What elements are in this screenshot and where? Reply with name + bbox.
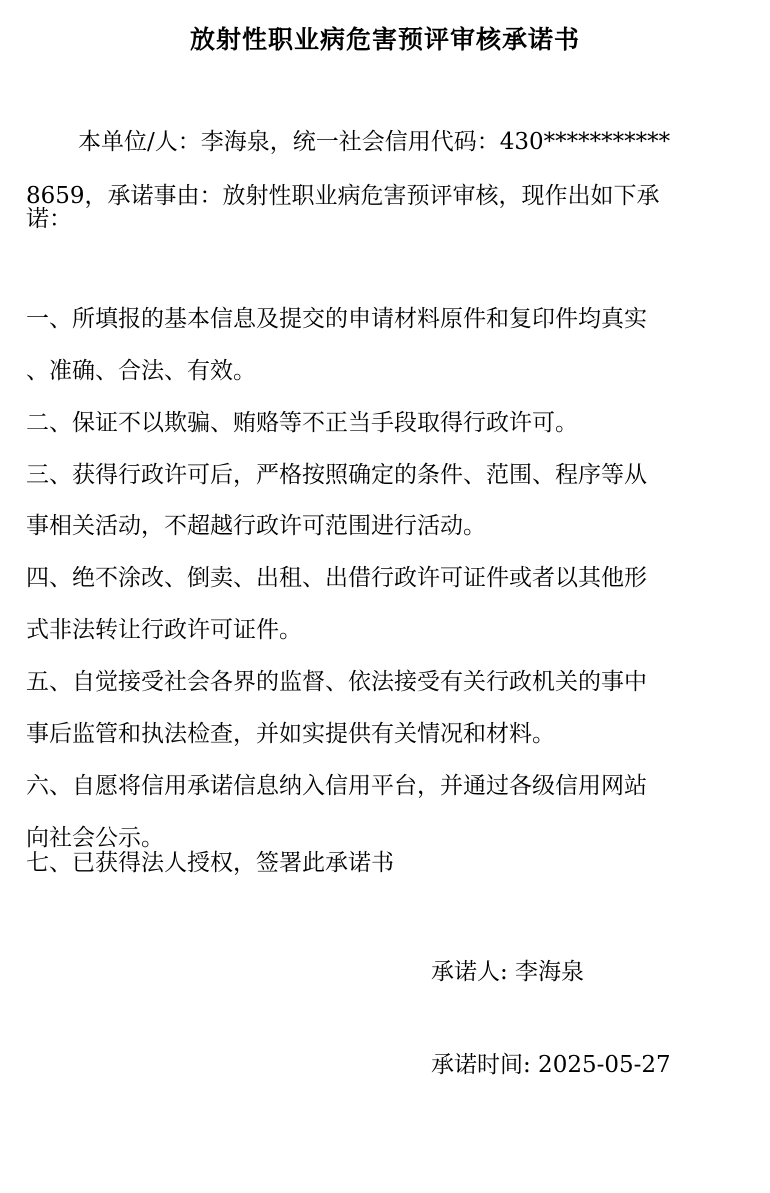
commitment-3-line-1: 三、获得行政许可后，严格按照确定的条件、范围、程序等从 xyxy=(26,462,647,488)
intro-line-2: 8659，承诺事由：放射性职业病危害预评审核，现作出如下承 xyxy=(26,183,660,209)
commitment-4-line-1: 四、绝不涂改、倒卖、出租、出借行政许可证件或者以其他形 xyxy=(26,565,647,591)
signer-line: 承诺人: 李海泉 xyxy=(431,959,585,985)
commitment-5-line-2: 事后监管和执法检查，并如实提供有关情况和材料。 xyxy=(26,721,555,747)
commitment-2: 二、保证不以欺骗、贿赂等不正当手段取得行政许可。 xyxy=(26,410,578,436)
commitment-5-line-1: 五、自觉接受社会各界的监督、依法接受有关行政机关的事中 xyxy=(26,669,647,695)
intro-line-3: 诺： xyxy=(26,206,72,232)
commitment-6-line-1: 六、自愿将信用承诺信息纳入信用平台，并通过各级信用网站 xyxy=(26,773,647,799)
intro-line-1: 本单位/人：李海泉，统一社会信用代码：430*********** xyxy=(78,129,671,155)
commitment-1-line-2: 、准确、合法、有效。 xyxy=(26,358,256,384)
document-title: 放射性职业病危害预评审核承诺书 xyxy=(189,25,580,54)
commitment-3-line-2: 事相关活动，不超越行政许可范围进行活动。 xyxy=(26,513,486,539)
commitment-4-line-2: 式非法转让行政许可证件。 xyxy=(26,617,302,643)
commitment-date-line: 承诺时间: 2025-05-27 xyxy=(431,1052,671,1078)
commitment-1-line-1: 一、所填报的基本信息及提交的申请材料原件和复印件均真实 xyxy=(26,306,647,332)
commitment-6-line-2: 向社会公示。 xyxy=(26,825,164,851)
commitment-7: 七、已获得法人授权，签署此承诺书 xyxy=(26,850,394,876)
